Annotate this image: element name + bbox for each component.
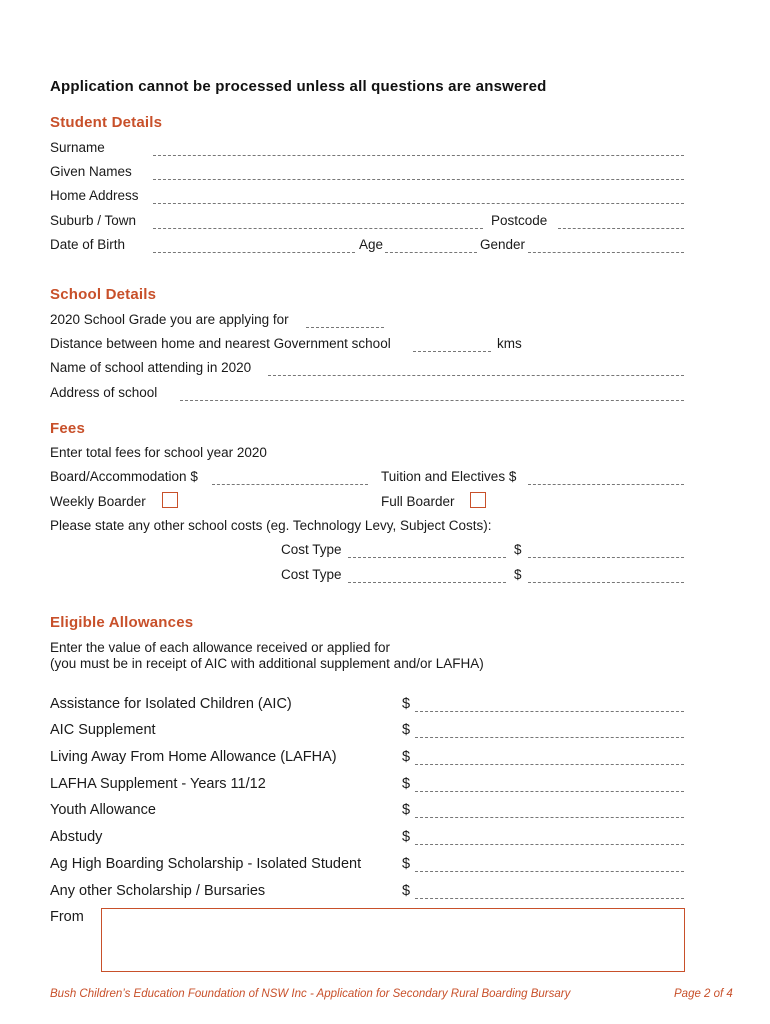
cost-type-1-dollar: $ [514, 542, 522, 557]
student-details-heading: Student Details [50, 114, 163, 131]
age-field[interactable] [385, 252, 477, 253]
allowance-field-ag-high[interactable] [415, 871, 684, 872]
allowance-dollar-abstudy: $ [402, 829, 411, 845]
suburb-label: Suburb / Town [50, 213, 137, 228]
home-address-field[interactable] [153, 203, 684, 204]
allowance-field-lafha-supplement[interactable] [415, 791, 684, 792]
allowance-label-lafha-supplement: LAFHA Supplement - Years 11/12 [50, 776, 266, 792]
page-title: Application cannot be processed unless all questions are answered [50, 78, 547, 95]
given-names-field[interactable] [153, 179, 684, 180]
allowance-dollar-youth: $ [402, 802, 411, 818]
cost-type-1-amount-field[interactable] [528, 557, 684, 558]
school-address-field[interactable] [180, 400, 684, 401]
allowance-label-other: Any other Scholarship / Bursaries [50, 883, 266, 899]
cost-type-2-field[interactable] [348, 582, 506, 583]
footer-text: Bush Children’s Education Foundation of NSW Inc - Application for Secondary Rural Boarding Bursary [50, 988, 571, 1000]
fees-intro: Enter total fees for school year 2020 [50, 445, 267, 460]
board-field[interactable] [212, 484, 368, 485]
full-boarder-checkbox[interactable] [470, 492, 486, 508]
cost-type-2-dollar: $ [514, 567, 522, 582]
cost-type-1-field[interactable] [348, 557, 506, 558]
fees-heading: Fees [50, 420, 85, 437]
allowance-dollar-aic-supplement: $ [402, 722, 411, 738]
home-address-label: Home Address [50, 188, 139, 203]
given-names-label: Given Names [50, 164, 132, 179]
allowance-label-aic-supplement: AIC Supplement [50, 722, 156, 738]
school-name-label: Name of school attending in 2020 [50, 360, 252, 375]
age-label: Age [359, 237, 384, 252]
school-name-field[interactable] [268, 375, 684, 376]
allowance-dollar-aic: $ [402, 696, 411, 712]
tuition-field[interactable] [528, 484, 684, 485]
allowance-label-aic: Assistance for Isolated Children (AIC) [50, 696, 292, 712]
board-label: Board/Accommodation $ [50, 469, 198, 484]
cost-type-2-amount-field[interactable] [528, 582, 684, 583]
allowance-field-youth[interactable] [415, 817, 684, 818]
surname-label: Surname [50, 140, 105, 155]
page-number: Page 2 of 4 [674, 988, 733, 1000]
school-grade-field[interactable] [306, 327, 384, 328]
cost-type-2-label: Cost Type [281, 567, 342, 582]
allowance-label-lafha: Living Away From Home Allowance (LAFHA) [50, 749, 337, 765]
allowance-field-aic[interactable] [415, 711, 684, 712]
full-boarder-label: Full Boarder [381, 494, 455, 509]
dob-field[interactable] [153, 252, 355, 253]
allowance-field-aic-supplement[interactable] [415, 737, 684, 738]
postcode-label: Postcode [491, 213, 548, 228]
from-textarea[interactable] [101, 908, 685, 972]
allowance-dollar-other: $ [402, 883, 411, 899]
allowances-heading: Eligible Allowances [50, 614, 194, 631]
weekly-boarder-checkbox[interactable] [162, 492, 178, 508]
dob-label: Date of Birth [50, 237, 126, 252]
school-details-heading: School Details [50, 286, 157, 303]
allowance-dollar-lafha-supplement: $ [402, 776, 411, 792]
distance-label: Distance between home and nearest Government school [50, 336, 391, 351]
allowance-label-youth: Youth Allowance [50, 802, 156, 818]
from-label: From [50, 909, 84, 925]
distance-unit: kms [497, 336, 522, 351]
allowance-field-lafha[interactable] [415, 764, 684, 765]
allowance-dollar-ag-high: $ [402, 856, 411, 872]
allowance-field-abstudy[interactable] [415, 844, 684, 845]
suburb-field[interactable] [153, 228, 483, 229]
postcode-field[interactable] [558, 228, 684, 229]
surname-field[interactable] [153, 155, 684, 156]
allowance-label-abstudy: Abstudy [50, 829, 103, 845]
other-costs-label: Please state any other school costs (eg. Technology Levy, Subject Costs): [50, 518, 492, 533]
allowance-dollar-lafha: $ [402, 749, 411, 765]
gender-field[interactable] [528, 252, 684, 253]
tuition-label: Tuition and Electives $ [381, 469, 517, 484]
allowances-intro-1: Enter the value of each allowance received or applied for [50, 640, 390, 655]
allowances-intro-2: (you must be in receipt of AIC with additional supplement and/or LAFHA) [50, 656, 484, 671]
allowance-label-ag-high: Ag High Boarding Scholarship - Isolated Student [50, 856, 362, 872]
school-address-label: Address of school [50, 385, 158, 400]
weekly-boarder-label: Weekly Boarder [50, 494, 146, 509]
gender-label: Gender [480, 237, 526, 252]
school-grade-label: 2020 School Grade you are applying for [50, 312, 289, 327]
cost-type-1-label: Cost Type [281, 542, 342, 557]
allowance-field-other[interactable] [415, 898, 684, 899]
distance-field[interactable] [413, 351, 491, 352]
